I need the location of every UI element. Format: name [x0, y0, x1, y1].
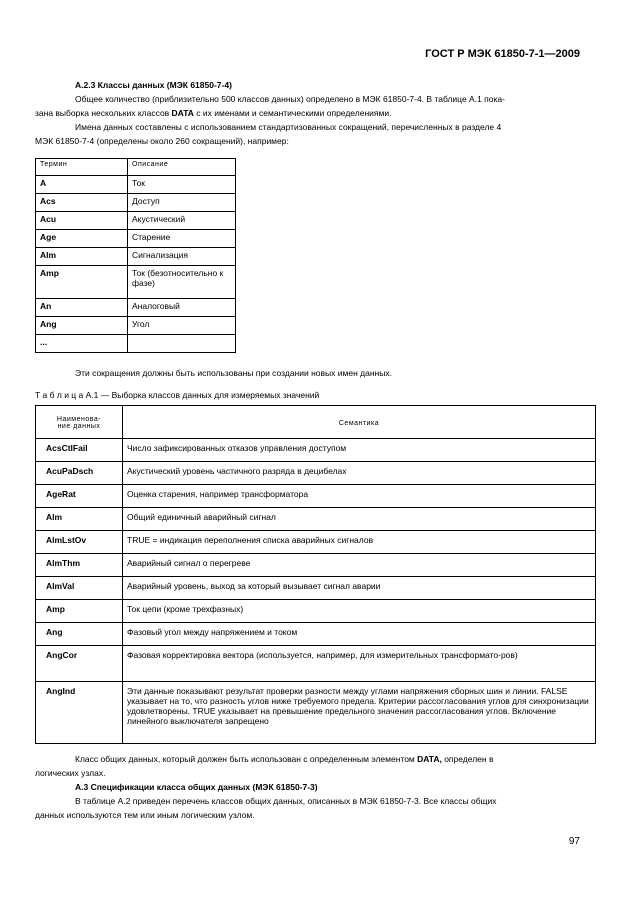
paragraph	[35, 106, 391, 120]
semantic-cell: Аварийный уровень, выход за который вызывает сигнал аварии	[123, 577, 596, 600]
semantic-cell: Фазовая корректировка вектора (используется, например, для измерительных трансформато-ров)	[123, 646, 596, 682]
table-row	[36, 299, 236, 317]
semantic-cell: Фазовый угол между напряжением и током	[123, 623, 596, 646]
term-cell: Ang	[36, 317, 128, 335]
name-cell: Amp	[36, 600, 123, 623]
table-row	[36, 212, 236, 230]
name-cell: AlmVal	[36, 577, 123, 600]
name-cell: AcuPaDsch	[36, 462, 123, 485]
semantic-cell: Общий единичный аварийный сигнал	[123, 508, 596, 531]
name-cell: Ang	[36, 623, 123, 646]
table-row	[36, 266, 236, 299]
table-row	[36, 176, 236, 194]
table-header-row	[36, 159, 236, 176]
semantic-cell: Оценка старения, например трансформатора	[123, 485, 596, 508]
paragraph	[75, 752, 493, 766]
term-cell: Acu	[36, 212, 128, 230]
table-caption: Т а б л и ц а А.1 — Выборка классов данных для измеряемых значений	[35, 390, 320, 400]
table-row	[36, 623, 596, 646]
header-cell: Описание	[128, 159, 236, 176]
name-cell: AngCor	[36, 646, 123, 682]
table-row	[36, 531, 596, 554]
table-row	[36, 194, 236, 212]
name-cell: AlmThm	[36, 554, 123, 577]
desc-cell	[128, 335, 236, 353]
table-row	[36, 462, 596, 485]
text-bold: DATA	[171, 108, 194, 118]
semantic-cell: Эти данные показывают результат проверки разности между углами напряжения сборных шин и линии. FALSE указывает на то, что разность углов ниже требуемого предела. Критерии рассогласования углов для синхронизации удовлетворены. TRUE указывает на превышение предельного значения рассогласования углов. Включение линейного выключателя запрещено	[123, 682, 596, 744]
page-number: 97	[568, 836, 580, 847]
desc-cell: Угол	[128, 317, 236, 335]
name-cell: AcsCtlFail	[36, 439, 123, 462]
paragraph: Общее количество (приблизительно 500 классов данных) определено в МЭК 61850-7-4. В таблице А.1 пока-	[75, 94, 505, 104]
paragraph: Эти сокращения должны быть использованы при создании новых имен данных.	[75, 368, 392, 378]
table-row	[36, 439, 596, 462]
desc-cell: Аналоговый	[128, 299, 236, 317]
term-cell: Acs	[36, 194, 128, 212]
table-row	[36, 248, 236, 266]
table-row	[36, 577, 596, 600]
text-bold: DATA,	[417, 754, 442, 764]
table-header-row	[36, 406, 596, 439]
table-row	[36, 317, 236, 335]
table-row	[36, 335, 236, 353]
desc-cell: Сигнализация	[128, 248, 236, 266]
semantic-cell: Число зафиксированных отказов управления доступом	[123, 439, 596, 462]
term-cell: ...	[36, 335, 128, 353]
semantic-cell: Акустический уровень частичного разряда в децибелах	[123, 462, 596, 485]
table-row	[36, 682, 596, 744]
semantic-cell: Ток цепи (кроме трехфазных)	[123, 600, 596, 623]
data-class-table	[35, 405, 596, 744]
semantic-cell: TRUE = индикация переполнения списка аварийных сигналов	[123, 531, 596, 554]
name-cell: AgeRat	[36, 485, 123, 508]
name-cell: Alm	[36, 508, 123, 531]
paragraph: данных используются тем или иным логическим узлом.	[35, 810, 255, 820]
table-row	[36, 508, 596, 531]
term-cell: Age	[36, 230, 128, 248]
text: определен в	[441, 754, 494, 764]
desc-cell: Акустический	[128, 212, 236, 230]
table-row	[36, 230, 236, 248]
section-a23-title: А.2.3 Классы данных (МЭК 61850-7-4)	[75, 80, 232, 90]
table-row	[36, 600, 596, 623]
table-row	[36, 646, 596, 682]
paragraph: логических узлах.	[35, 768, 106, 778]
page-header: ГОСТ Р МЭК 61850-7-1—2009	[425, 48, 580, 60]
table-row	[36, 485, 596, 508]
paragraph: МЭК 61850-7-4 (определены около 260 сокращений), например:	[35, 136, 289, 146]
paragraph: В таблице А.2 приведен перечень классов общих данных, описанных в МЭК 61850-7-3. Все классы общих	[75, 796, 497, 806]
name-cell: AlmLstOv	[36, 531, 123, 554]
term-cell: Amp	[36, 266, 128, 299]
term-cell: An	[36, 299, 128, 317]
term-cell: Alm	[36, 248, 128, 266]
header-cell: Наименова- ние данных	[36, 406, 123, 439]
desc-cell: Ток (безотносительно к фазе)	[128, 266, 236, 299]
desc-cell: Старение	[128, 230, 236, 248]
desc-cell: Ток	[128, 176, 236, 194]
term-cell: A	[36, 176, 128, 194]
text: зана выборка нескольких классов	[35, 108, 172, 118]
semantic-cell: Аварийный сигнал о перегреве	[123, 554, 596, 577]
paragraph: Имена данных составлены с использованием стандартизованных сокращений, перечисленных в разделе 4	[75, 122, 502, 132]
header-cell: Семантика	[123, 406, 596, 439]
table-row	[36, 554, 596, 577]
text: Класс общих данных, который должен быть использован с определенным элементом	[75, 754, 418, 764]
header-cell: Термин	[36, 159, 128, 176]
section-a3-title: А.3 Спецификации класса общих данных (МЭК 61850-7-3)	[75, 782, 318, 792]
text: с их именами и семантическими определениями.	[193, 108, 392, 118]
abbreviation-table	[35, 158, 236, 353]
desc-cell: Доступ	[128, 194, 236, 212]
name-cell: AngInd	[36, 682, 123, 744]
